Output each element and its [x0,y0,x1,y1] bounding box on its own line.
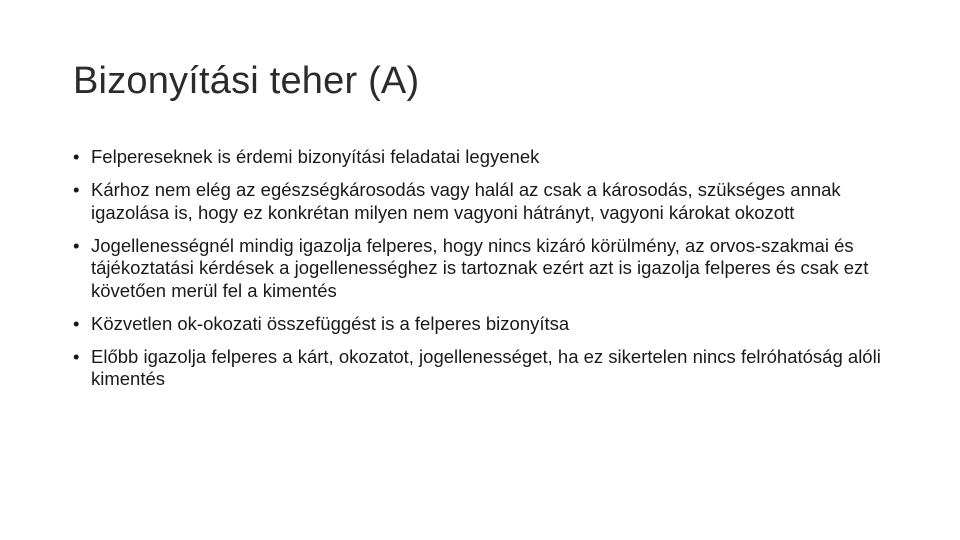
bullet-marker: • [73,345,80,367]
bullet-item [73,146,893,169]
bullet-text: Felpereseknek is érdemi bizonyítási feladatai legyenek [91,146,540,167]
bullet-text: Előbb igazolja felperes a kárt, okozatot, jogellenességet, ha ez sikertelen nincs felróhatóság alóli kimentés [91,345,881,389]
bullet-list [73,146,893,401]
bullet-marker: • [73,234,80,256]
bullet-marker: • [73,179,80,200]
bullet-text: Kárhoz nem elég az egészségkárosodás vagy halál az csak a károsodás, szükséges annak igazolása is, hogy ez konkrétan milyen nem vagyoni hátrányt, vagyoni károkat okozott [91,179,841,223]
bullet-item [73,179,893,224]
bullet-text: Közvetlen ok-okozati összefüggést is a felperes bizonyítsa [91,312,570,334]
bullet-item [73,235,893,303]
bullet-marker: • [73,312,80,334]
bullet-marker: • [73,146,80,167]
bullet-text: Jogellenességnél mindig igazolja felperes, hogy nincs kizáró körülmény, az orvos-szakmai és tájékoztatási kérdések a jogellenességhez is tartoznak ezért azt is igazolja felperes és csak ezt követően merül fel a kimentés [91,234,869,301]
bullet-item [73,313,893,336]
slide-title: Bizonyítási teher (A) [73,60,420,102]
bullet-item [73,346,893,391]
